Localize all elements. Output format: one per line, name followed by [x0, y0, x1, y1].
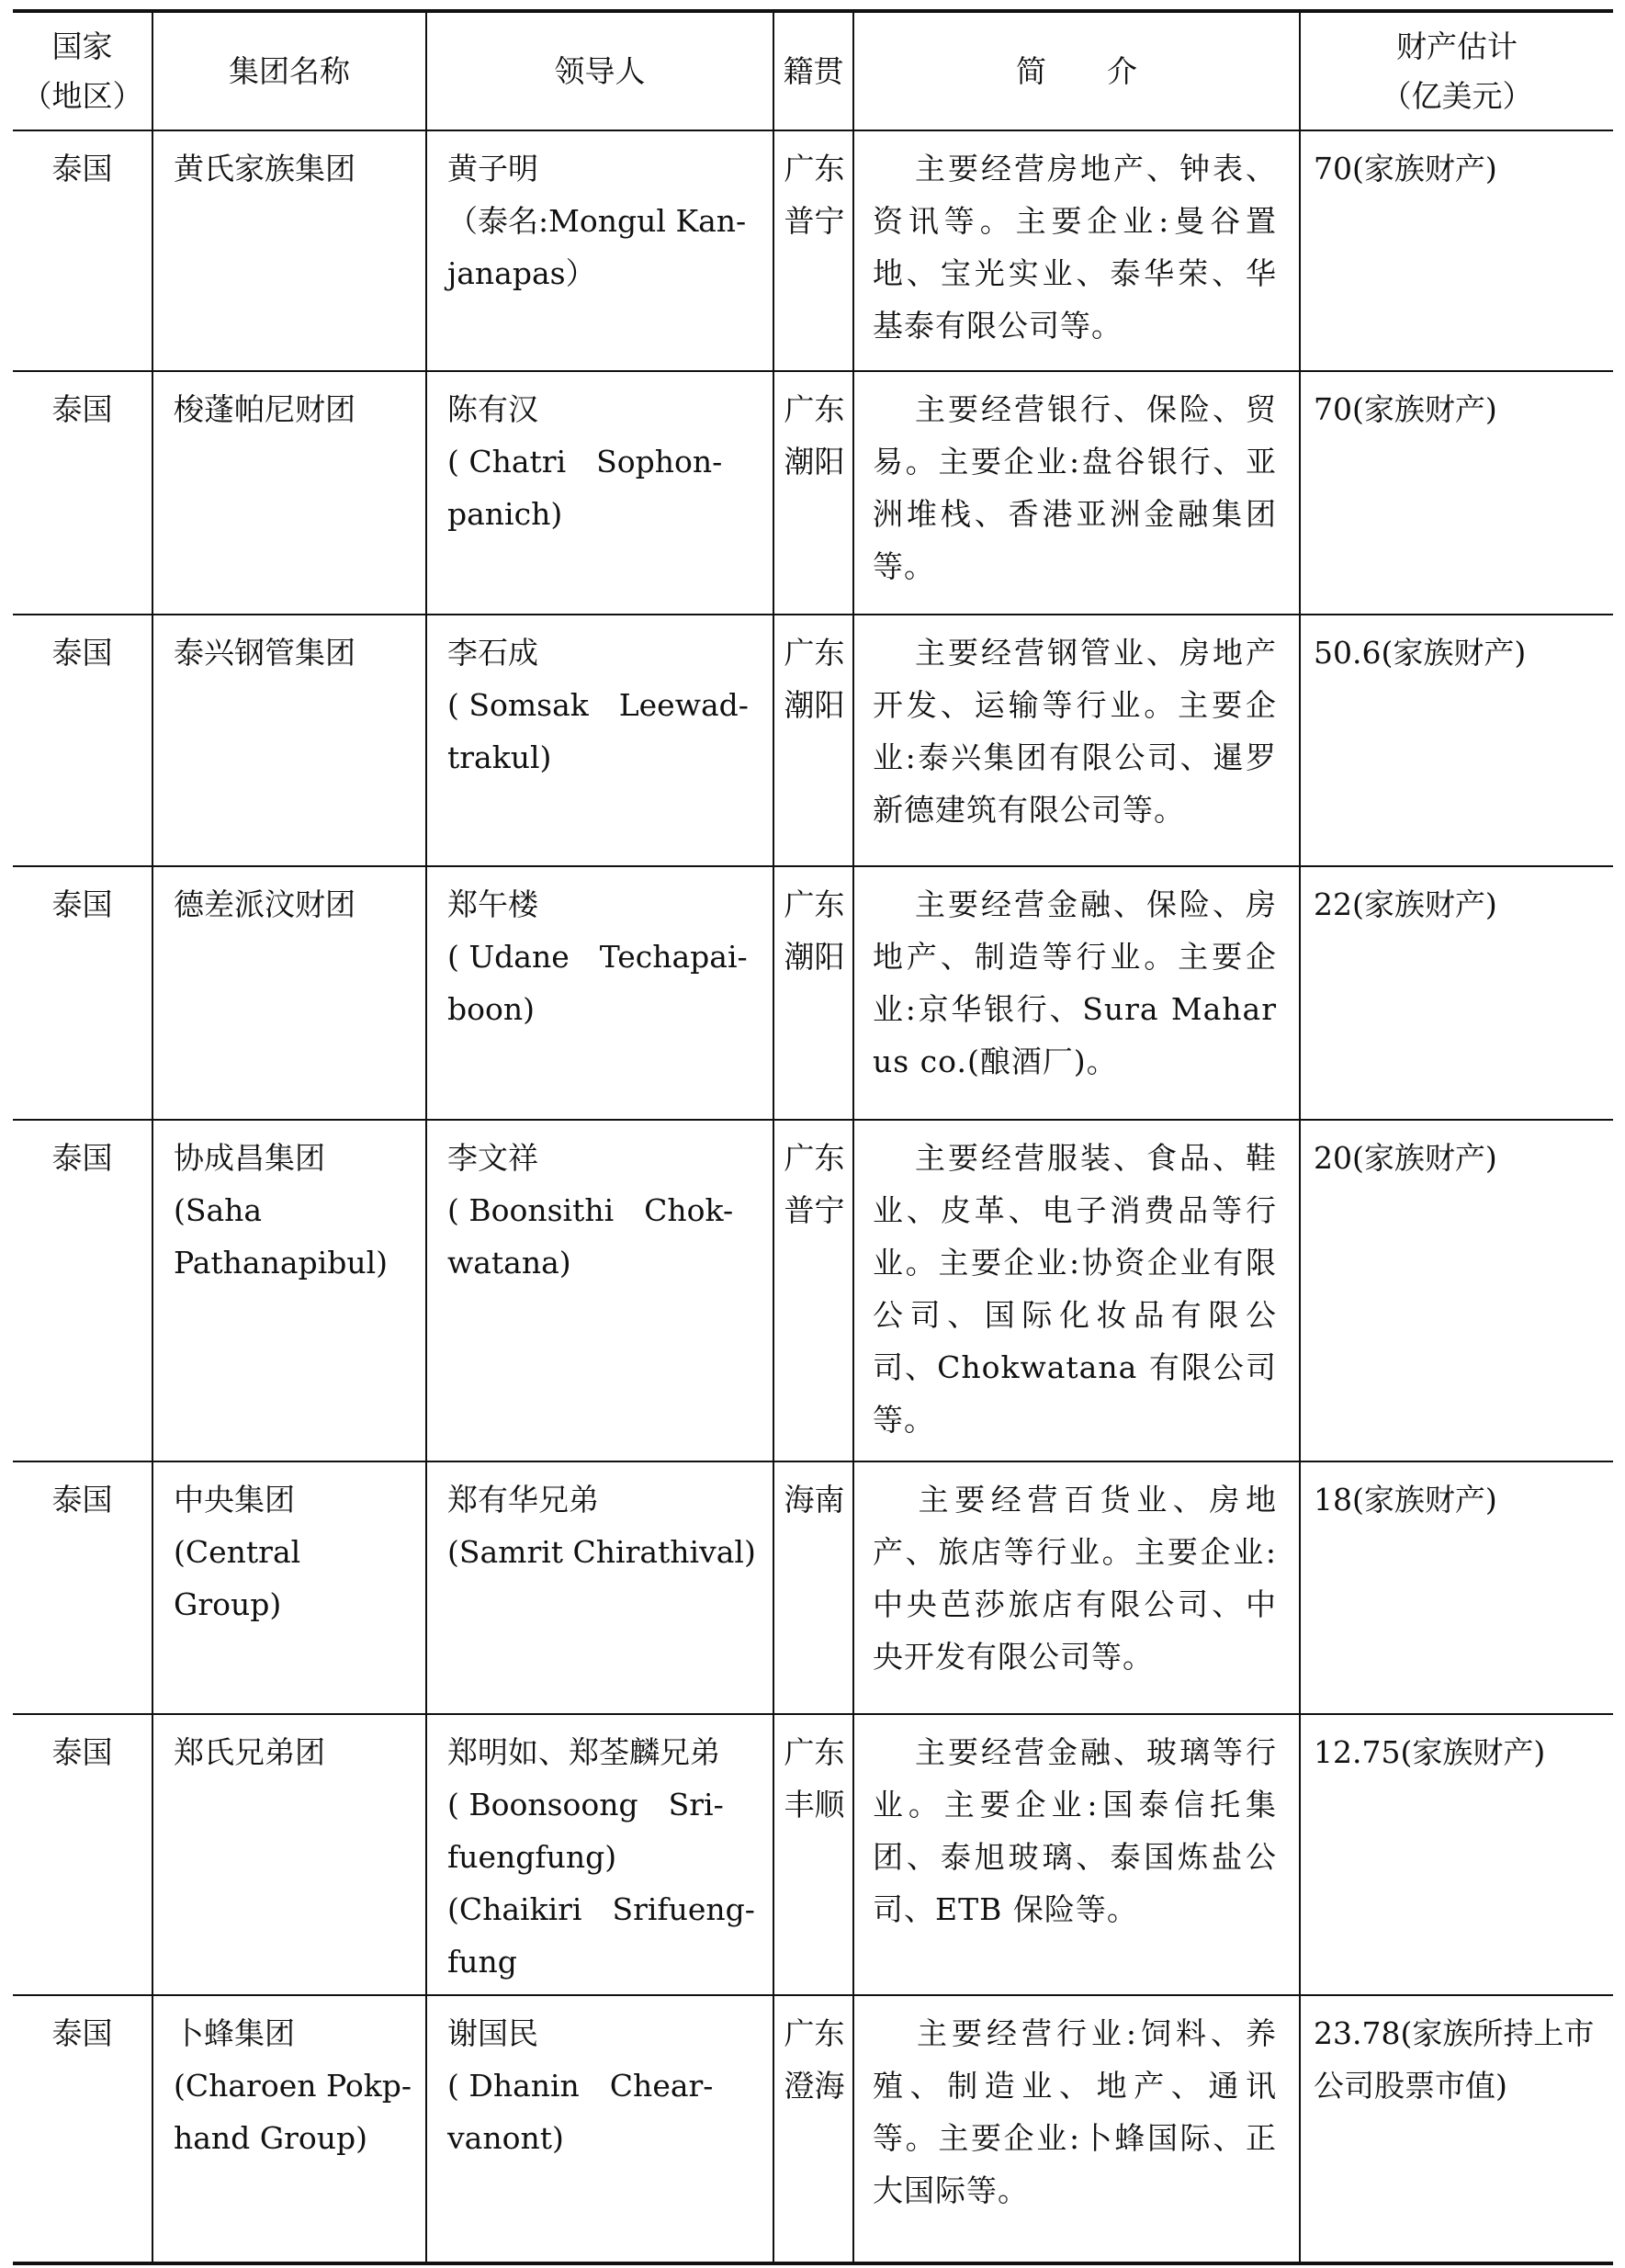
cell-group: 德差派汶财团	[152, 866, 426, 1120]
table-row	[13, 371, 1613, 615]
cell-leader: 郑有华兄弟 (Samrit Chirathival)	[426, 1461, 773, 1714]
table-row	[13, 1461, 1613, 1714]
header-group: 集团名称	[152, 11, 426, 130]
table-row	[13, 130, 1613, 371]
cell-origin: 广东 潮阳	[773, 866, 853, 1120]
cell-leader: 谢国民 ( Dhanin Chear- vanont)	[426, 1995, 773, 2263]
header-country: 国家 （地区）	[13, 11, 152, 130]
cell-country: 泰国	[13, 615, 152, 866]
cell-group: 郑氏兄弟团	[152, 1714, 426, 1995]
cell-intro: 主要经营行业:饲料、养殖、制造业、地产、通讯等。主要企业:卜蜂国际、正大国际等。	[853, 1995, 1300, 2263]
table-row	[13, 615, 1613, 866]
header-intro: 简 介	[853, 11, 1300, 130]
cell-country: 泰国	[13, 371, 152, 615]
cell-origin: 广东 普宁	[773, 130, 853, 371]
cell-country: 泰国	[13, 1714, 152, 1995]
cell-intro: 主要经营钢管业、房地产开发、运输等行业。主要企业:泰兴集团有限公司、暹罗新德建筑有限公司等。	[853, 615, 1300, 866]
cell-wealth: 22(家族财产)	[1300, 866, 1613, 1120]
cell-group: 泰兴钢管集团	[152, 615, 426, 866]
table-row	[13, 1995, 1613, 2263]
table-row	[13, 1120, 1613, 1461]
cell-group: 黄氏家族集团	[152, 130, 426, 371]
cell-intro: 主要经营金融、保险、房地产、制造等行业。主要企业:京华银行、Sura Maharus co.(酿酒厂)。	[853, 866, 1300, 1120]
cell-origin: 广东 丰顺	[773, 1714, 853, 1995]
cell-origin: 广东 澄海	[773, 1995, 853, 2263]
cell-leader: 黄子明 （泰名:Mongul Kan- janapas）	[426, 130, 773, 371]
cell-leader: 陈有汉 ( Chatri Sophon- panich)	[426, 371, 773, 615]
cell-wealth: 70(家族财产)	[1300, 130, 1613, 371]
cell-country: 泰国	[13, 866, 152, 1120]
cell-group: 协成昌集团 (Saha Pathanapibul)	[152, 1120, 426, 1461]
cell-leader: 郑明如、郑荃麟兄弟 ( Boonsoong Sri- fuengfung) (Chaikiri Srifueng- fung	[426, 1714, 773, 1995]
table-row	[13, 1714, 1613, 1995]
cell-wealth: 23.78(家族所持上市公司股票市值)	[1300, 1995, 1613, 2263]
cell-wealth: 50.6(家族财产)	[1300, 615, 1613, 866]
cell-intro: 主要经营金融、玻璃等行业。主要企业:国泰信托集团、泰旭玻璃、泰国炼盐公司、ETB 保险等。	[853, 1714, 1300, 1995]
cell-origin: 广东 潮阳	[773, 371, 853, 615]
cell-group: 中央集团 (Central Group)	[152, 1461, 426, 1714]
cell-group: 卜蜂集团 (Charoen Pokp- hand Group)	[152, 1995, 426, 2263]
header-row	[13, 11, 1613, 130]
table-row	[13, 866, 1613, 1120]
cell-intro: 主要经营房地产、钟表、资讯等。主要企业:曼谷置地、宝光实业、泰华荣、华基泰有限公司等。	[853, 130, 1300, 371]
cell-origin: 海南	[773, 1461, 853, 1714]
cell-leader: 郑午楼 ( Udane Techapai- boon)	[426, 866, 773, 1120]
cell-wealth: 70(家族财产)	[1300, 371, 1613, 615]
cell-origin: 广东 普宁	[773, 1120, 853, 1461]
cell-leader: 李石成 ( Somsak Leewad- trakul)	[426, 615, 773, 866]
cell-intro: 主要经营服装、食品、鞋业、皮革、电子消费品等行业。主要企业:协资企业有限公司、国际化妆品有限公司、Chokwatana 有限公司等。	[853, 1120, 1300, 1461]
cell-wealth: 20(家族财产)	[1300, 1120, 1613, 1461]
cell-origin: 广东 潮阳	[773, 615, 853, 866]
chinese-business-groups-table	[13, 9, 1613, 2265]
header-wealth: 财产估计 （亿美元）	[1300, 11, 1613, 130]
cell-country: 泰国	[13, 1461, 152, 1714]
cell-country: 泰国	[13, 130, 152, 371]
cell-group: 梭蓬帕尼财团	[152, 371, 426, 615]
cell-country: 泰国	[13, 1995, 152, 2263]
cell-country: 泰国	[13, 1120, 152, 1461]
header-leader: 领导人	[426, 11, 773, 130]
cell-wealth: 18(家族财产)	[1300, 1461, 1613, 1714]
cell-intro: 主要经营银行、保险、贸易。主要企业:盘谷银行、亚洲堆栈、香港亚洲金融集团等。	[853, 371, 1300, 615]
document-page	[13, 9, 1613, 2265]
cell-wealth: 12.75(家族财产)	[1300, 1714, 1613, 1995]
header-origin: 籍贯	[773, 11, 853, 130]
cell-intro: 主要经营百货业、房地产、旅店等行业。主要企业:中央芭莎旅店有限公司、中央开发有限公司等。	[853, 1461, 1300, 1714]
cell-leader: 李文祥 ( Boonsithi Chok- watana)	[426, 1120, 773, 1461]
